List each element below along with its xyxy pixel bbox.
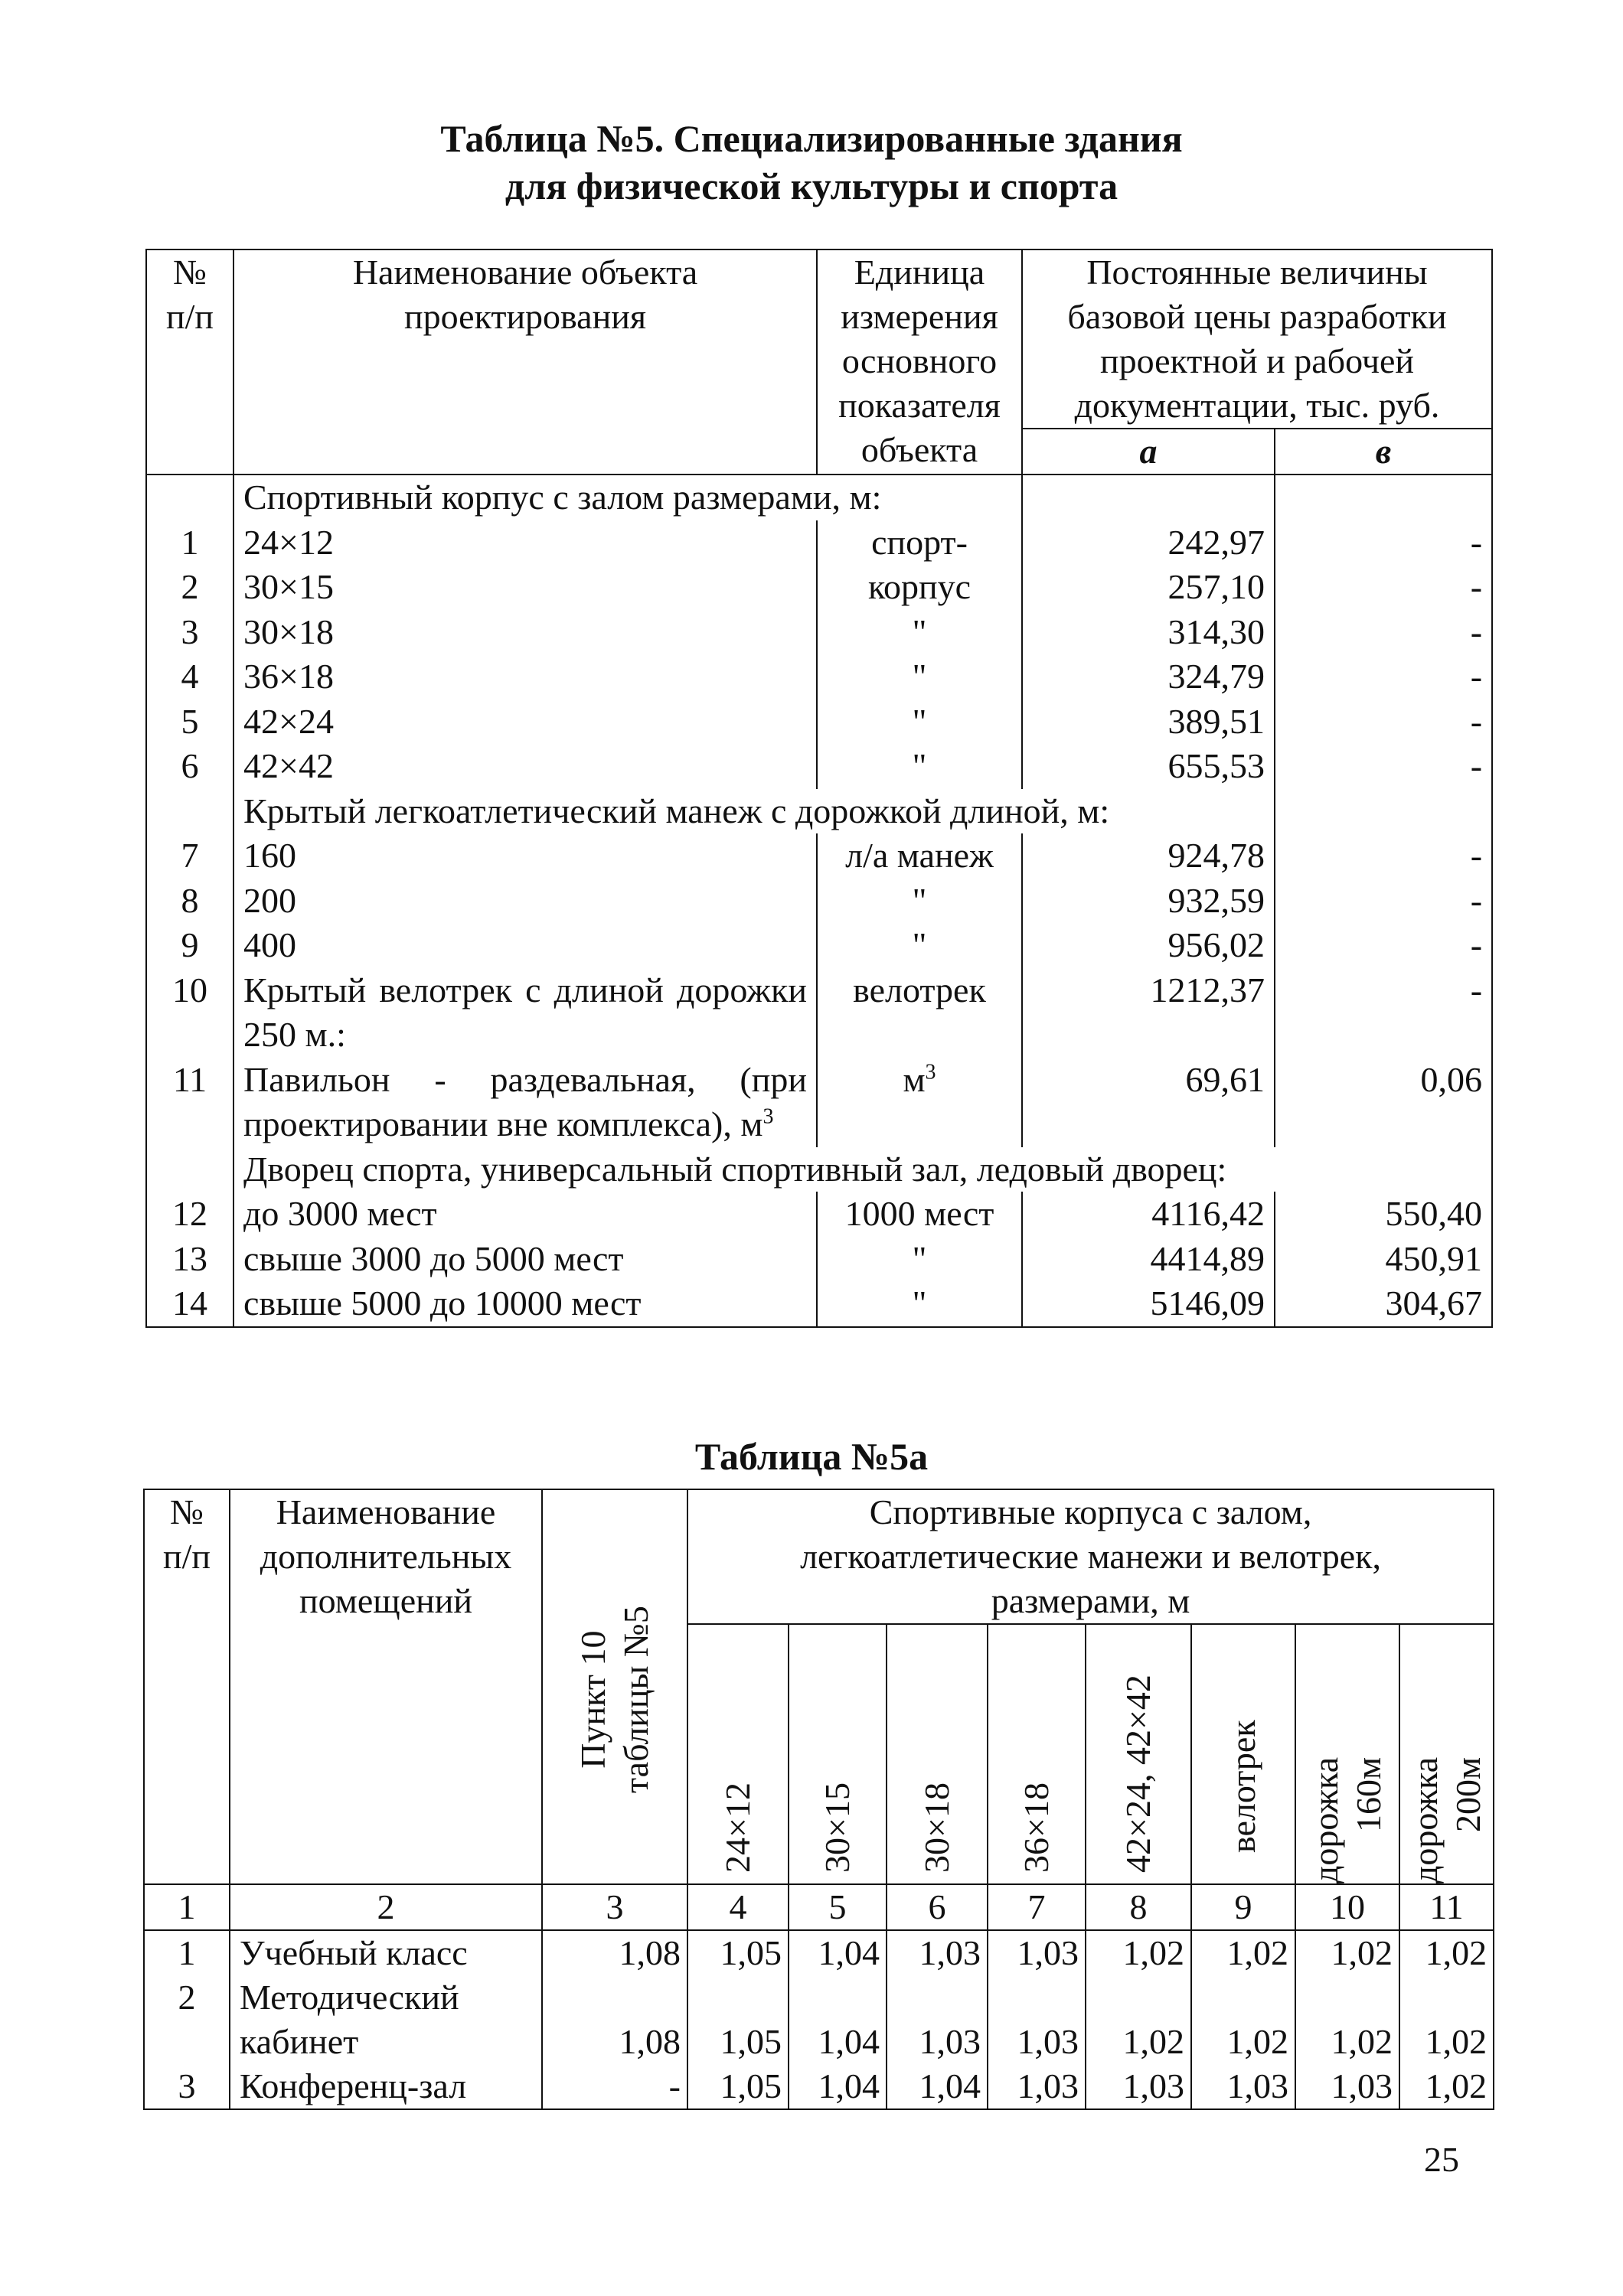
table5-title — [0, 115, 1623, 210]
t5a-col-numbers-row — [144, 1884, 1494, 1930]
t5a-col-d160-line2: 160м — [1349, 1756, 1388, 1832]
t5-row-unit: 1000 мест — [817, 1192, 1022, 1237]
t5-row-name: 30×18 — [233, 610, 817, 655]
t5a-header-group: Спортивные корпуса с залом, легкоатлетические манежи и велотрек, размерами, м — [687, 1489, 1494, 1624]
t5a-row — [144, 1930, 1494, 1975]
t5-row-11-name-sup: 3 — [763, 1104, 774, 1129]
t5-row-name: 160 — [233, 833, 817, 879]
t5a-col-24x12 — [687, 1624, 789, 1884]
t5a-row-name-line1: Методический — [240, 1978, 459, 2017]
t5-row-a: 389,51 — [1022, 700, 1275, 745]
t5a-cell: 1,08 — [542, 1975, 687, 2064]
t5-row-b: - — [1275, 879, 1492, 924]
t5-row — [146, 520, 1492, 566]
t5-row-unit: корпус — [817, 565, 1022, 610]
t5a-cell: 1,02 — [1399, 1930, 1494, 1975]
t5-group-1: Спортивный корпус с залом размерами, м: — [233, 475, 1022, 520]
t5a-row-name: Учебный класс — [230, 1930, 542, 1975]
t5a-col-d200-line1: дорожка — [1405, 1756, 1445, 1883]
t5-header-b: в — [1275, 429, 1492, 475]
t5a-cell: 1,05 — [687, 1930, 789, 1975]
t5a-cell: 1,05 — [687, 1975, 789, 2064]
t5a-cell: 1,03 — [988, 1930, 1086, 1975]
t5-row-name: Крытый велотрек с длиной дорожки 250 м.: — [233, 968, 817, 1058]
t5-row-num: 12 — [146, 1192, 233, 1237]
t5-row — [146, 744, 1492, 789]
t5a-header-punkt-line1: Пункт 10 — [573, 1630, 612, 1769]
t5-row-b: 450,91 — [1275, 1237, 1492, 1282]
t5a-col-label: 30×18 — [917, 1782, 956, 1873]
t5a-cell: 1,02 — [1295, 1975, 1399, 2064]
t5-row-unit: " — [817, 744, 1022, 789]
t5a-cell: 1,03 — [887, 1930, 988, 1975]
t5a-row-name: Конференц-зал — [230, 2064, 542, 2109]
t5a-colnum: 6 — [887, 1884, 988, 1930]
t5-row — [146, 654, 1492, 700]
t5-row-name: 42×42 — [233, 744, 817, 789]
t5-row-b: - — [1275, 654, 1492, 700]
t5-row-num: 13 — [146, 1237, 233, 1282]
t5-row-b: 0,06 — [1275, 1058, 1492, 1147]
t5-row-a: 314,30 — [1022, 610, 1275, 655]
t5-group-2: Крытый легкоатлетический манеж с дорожкой длиной, м: — [233, 789, 1275, 834]
t5-header-unit: Единица измерения основного показателя объекта — [817, 249, 1022, 475]
t5a-col-30x18 — [887, 1624, 988, 1884]
t5-row-name — [233, 1058, 817, 1147]
t5a-colnum: 9 — [1191, 1884, 1295, 1930]
t5a-row — [144, 2064, 1494, 2109]
t5a-col-label: 24×12 — [718, 1782, 757, 1873]
t5-row-unit: " — [817, 610, 1022, 655]
t5-row-a: 932,59 — [1022, 879, 1275, 924]
t5a-cell: 1,02 — [1399, 1975, 1494, 2064]
t5-row-num: 3 — [146, 610, 233, 655]
t5-row-a: 655,53 — [1022, 744, 1275, 789]
t5a-cell: 1,08 — [542, 1930, 687, 1975]
t5a-cell: 1,02 — [1191, 1930, 1295, 1975]
t5a-header-punkt-text — [572, 1606, 658, 1793]
t5-row-unit: л/а манеж — [817, 833, 1022, 879]
t5-row — [146, 833, 1492, 879]
t5-row-a: 69,61 — [1022, 1058, 1275, 1147]
t5a-row-name-line2: кабинет — [240, 2022, 359, 2061]
t5-row-num: 1 — [146, 520, 233, 566]
t5a-header-punkt-line2: таблицы №5 — [616, 1606, 655, 1793]
t5-row-name: 24×12 — [233, 520, 817, 566]
t5-row-num: 8 — [146, 879, 233, 924]
t5-row-b: - — [1275, 923, 1492, 968]
t5a-colnum: 8 — [1086, 1884, 1191, 1930]
t5-row-name: 36×18 — [233, 654, 817, 700]
t5a-cell: 1,02 — [1295, 1930, 1399, 1975]
t5a-col-label: велотрек — [1223, 1720, 1262, 1853]
t5a-col-label: 36×18 — [1017, 1782, 1056, 1873]
t5-row-a: 257,10 — [1022, 565, 1275, 610]
t5-row-unit: " — [817, 879, 1022, 924]
t5-row-a: 4414,89 — [1022, 1237, 1275, 1282]
t5a-col-42x24 — [1086, 1624, 1191, 1884]
t5-row-unit: " — [817, 1281, 1022, 1327]
page-number: 25 — [1424, 2140, 1459, 2179]
t5-row-unit: велотрек — [817, 968, 1022, 1058]
table5-title-line1: Таблица №5. Специализированные здания — [440, 117, 1183, 160]
t5-row-num: 9 — [146, 923, 233, 968]
table5-title-line2: для физической культуры и спорта — [505, 165, 1118, 207]
t5a-colnum: 11 — [1399, 1884, 1494, 1930]
t5a-col-d160 — [1295, 1624, 1399, 1884]
t5a-col-30x15 — [789, 1624, 887, 1884]
t5-row-num: 4 — [146, 654, 233, 700]
t5-row-name: 30×15 — [233, 565, 817, 610]
t5a-cell: 1,03 — [1295, 2064, 1399, 2109]
t5a-cell: 1,04 — [887, 2064, 988, 2109]
t5-row-11-unit-text: м — [903, 1059, 926, 1099]
t5-header-num: № п/п — [146, 249, 233, 475]
t5a-colnum: 4 — [687, 1884, 789, 1930]
t5a-colnum: 10 — [1295, 1884, 1399, 1930]
t5-row-name: 42×24 — [233, 700, 817, 745]
t5-row — [146, 565, 1492, 610]
t5-row — [146, 610, 1492, 655]
t5a-cell: 1,02 — [1191, 1975, 1295, 2064]
t5-row-a: 1212,37 — [1022, 968, 1275, 1058]
t5a-cell: 1,04 — [789, 1930, 887, 1975]
t5-row-num: 2 — [146, 565, 233, 610]
t5a-cell: 1,03 — [988, 1975, 1086, 2064]
t5a-row-num: 1 — [144, 1930, 230, 1975]
t5a-col-label — [1305, 1757, 1390, 1883]
t5-row — [146, 968, 1492, 1058]
t5-row-name: 400 — [233, 923, 817, 968]
t5a-cell: 1,03 — [887, 1975, 988, 2064]
t5a-cell: 1,04 — [789, 1975, 887, 2064]
t5-row-name: свыше 5000 до 10000 мест — [233, 1281, 817, 1327]
t5-row-11-unit-sup: 3 — [925, 1060, 936, 1084]
t5a-cell: 1,05 — [687, 2064, 789, 2109]
t5-row-num: 6 — [146, 744, 233, 789]
t5a-row-name — [230, 1975, 542, 2064]
t5-row-name: 200 — [233, 879, 817, 924]
t5-row-num: 5 — [146, 700, 233, 745]
t5-row-unit: " — [817, 923, 1022, 968]
t5-row — [146, 1237, 1492, 1282]
t5-row-unit — [817, 1058, 1022, 1147]
t5-header-const: Постоянные величины базовой цены разработки проектной и рабочей документации, тыс. руб. — [1022, 249, 1492, 429]
t5a-col-label: 30×15 — [818, 1782, 857, 1873]
t5-row-b: - — [1275, 744, 1492, 789]
t5a-cell: 1,02 — [1086, 1975, 1191, 2064]
t5-row-num: 14 — [146, 1281, 233, 1327]
t5-row-b: - — [1275, 610, 1492, 655]
t5a-header-num: № п/п — [144, 1489, 230, 1884]
t5-row-a: 924,78 — [1022, 833, 1275, 879]
t5-row — [146, 879, 1492, 924]
t5-header-a: а — [1022, 429, 1275, 475]
table5 — [145, 249, 1493, 1328]
t5-row-unit: " — [817, 654, 1022, 700]
t5a-cell: 1,03 — [988, 2064, 1086, 2109]
t5-row-b: - — [1275, 565, 1492, 610]
t5-row-name: до 3000 мест — [233, 1192, 817, 1237]
t5-row-b: - — [1275, 833, 1492, 879]
t5-row-unit: спорт- — [817, 520, 1022, 566]
t5a-row — [144, 1975, 1494, 2064]
t5a-colnum: 1 — [144, 1884, 230, 1930]
t5-row-unit: " — [817, 700, 1022, 745]
t5-header-name: Наименование объекта проектирования — [233, 249, 817, 475]
t5a-col-d160-line1: дорожка — [1306, 1756, 1345, 1883]
t5a-cell: 1,02 — [1086, 1930, 1191, 1975]
t5-row-num: 7 — [146, 833, 233, 879]
t5a-header-punkt — [542, 1489, 687, 1884]
t5-row-11-name-text: Павильон - раздевальная, (при проектировании вне комплекса), м — [243, 1059, 807, 1143]
table5a — [143, 1489, 1494, 2110]
t5-row-unit: " — [817, 1237, 1022, 1282]
t5a-colnum: 2 — [230, 1884, 542, 1930]
t5-row-a: 324,79 — [1022, 654, 1275, 700]
t5-row-num: 11 — [146, 1058, 233, 1147]
table5a-title: Таблица №5а — [694, 1435, 929, 1478]
t5-row-b: 304,67 — [1275, 1281, 1492, 1327]
t5a-cell: 1,03 — [1191, 2064, 1295, 2109]
t5a-cell: 1,02 — [1399, 2064, 1494, 2109]
t5-row-b: - — [1275, 700, 1492, 745]
t5-row — [146, 1058, 1492, 1147]
t5a-header-name: Наименование дополнительных помещений — [230, 1489, 542, 1884]
t5-row-name: свыше 3000 до 5000 мест — [233, 1237, 817, 1282]
t5a-col-d200-line2: 200м — [1448, 1756, 1487, 1832]
t5a-colnum: 3 — [542, 1884, 687, 1930]
t5a-row-num: 3 — [144, 2064, 230, 2109]
t5-row — [146, 1281, 1492, 1327]
t5a-col-label: 42×24, 42×42 — [1118, 1675, 1158, 1873]
t5a-row-num: 2 — [144, 1975, 230, 2064]
t5a-col-label — [1404, 1757, 1490, 1883]
t5-row-a: 242,97 — [1022, 520, 1275, 566]
t5a-cell: 1,04 — [789, 2064, 887, 2109]
t5a-colnum: 7 — [988, 1884, 1086, 1930]
t5-row-b: - — [1275, 520, 1492, 566]
t5-row-a: 4116,42 — [1022, 1192, 1275, 1237]
t5-group-3: Дворец спорта, универсальный спортивный зал, ледовый дворец: — [233, 1147, 1492, 1192]
t5a-col-velotrek — [1191, 1624, 1295, 1884]
t5-row-b: - — [1275, 968, 1492, 1058]
t5a-cell: - — [542, 2064, 687, 2109]
t5-row — [146, 923, 1492, 968]
t5a-cell: 1,03 — [1086, 2064, 1191, 2109]
t5a-col-36x18 — [988, 1624, 1086, 1884]
t5a-col-d200 — [1399, 1624, 1494, 1884]
t5a-colnum: 5 — [789, 1884, 887, 1930]
t5-row-a: 5146,09 — [1022, 1281, 1275, 1327]
t5-row-b: 550,40 — [1275, 1192, 1492, 1237]
t5-row — [146, 700, 1492, 745]
t5-row — [146, 1192, 1492, 1237]
t5-row-a: 956,02 — [1022, 923, 1275, 968]
t5-row-num: 10 — [146, 968, 233, 1058]
